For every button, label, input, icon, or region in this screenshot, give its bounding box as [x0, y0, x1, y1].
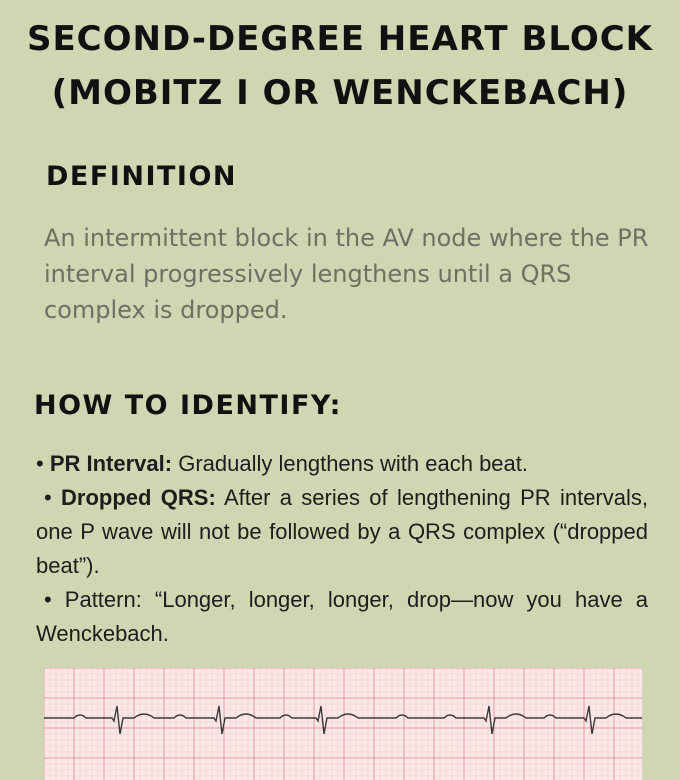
bullet-label: Dropped QRS:: [61, 485, 216, 510]
title-line-2: (MOBITZ I OR WENCKEBACH): [51, 73, 629, 113]
bullet-label: PR Interval:: [49, 451, 173, 476]
bullet-pr-interval: • PR Interval: Gradually lengthens with each beat.: [36, 451, 528, 476]
title-line-1: SECOND-DEGREE HEART BLOCK: [26, 19, 654, 59]
bullet-text: After a series of lengthening PR intervals, one P wave will not be followed by a QRS complex (“dropped beat”).: [36, 485, 648, 578]
bullet-dropped-qrs: • Dropped QRS: After a series of lengthening PR intervals, one P wave will not be followed by a QRS complex (“dropped beat”).: [36, 485, 648, 578]
page-title: [0, 12, 680, 120]
how-to-identify-heading: HOW TO IDENTIFY:: [34, 390, 342, 421]
definition-heading: DEFINITION: [46, 161, 238, 192]
bullet-text: Gradually lengthens with each beat.: [178, 451, 528, 476]
identify-bullet-list: [36, 447, 648, 651]
definition-text: An intermittent block in the AV node where the PR interval progressively lengthens until a QRS complex is dropped.: [44, 224, 649, 324]
bullet-text: Pattern: “Longer, longer, longer, drop—now you have a Wenckebach.: [36, 587, 648, 646]
ecg-rhythm-strip-icon: [44, 668, 642, 780]
ecg-strip: [44, 668, 642, 780]
bullet-pattern: • Pattern: “Longer, longer, longer, drop—now you have a Wenckebach.: [36, 587, 648, 646]
